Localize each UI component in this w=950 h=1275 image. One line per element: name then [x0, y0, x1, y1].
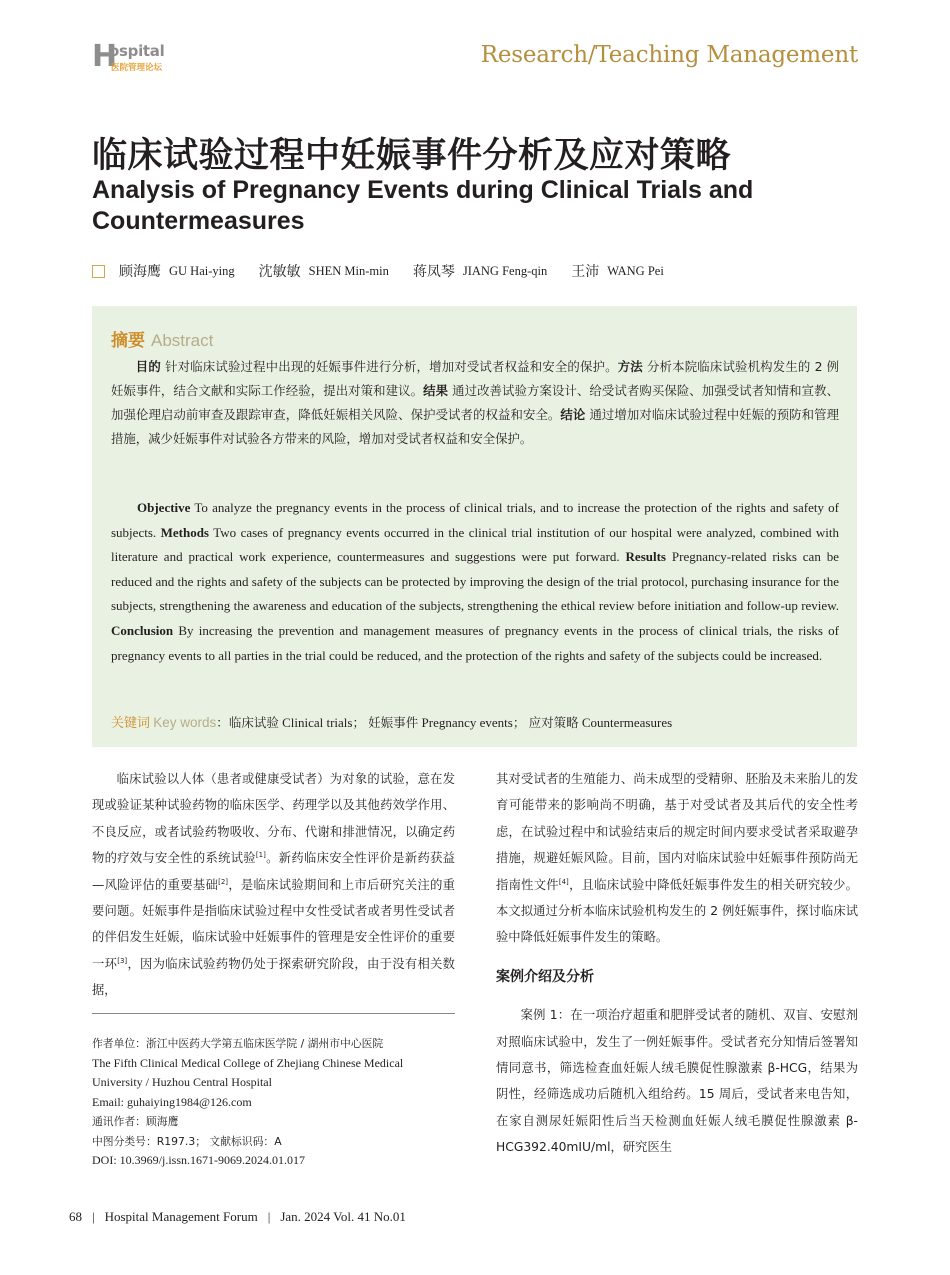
author-name-cn: 蒋凤琴	[412, 264, 455, 280]
author-footnote	[92, 1034, 455, 1171]
citation-ref[interactable]: [2]	[218, 877, 229, 886]
corresponding-author: 通讯作者：顾海鹰	[92, 1115, 179, 1128]
abstract-heading	[111, 326, 213, 351]
square-bullet-icon	[92, 265, 105, 278]
section-heading: Research/Teaching Management	[480, 42, 858, 68]
body-text: ，是临床试验期间和上市后研究关注的重要问题。妊娠事件是指临床试验过程中女性受试者或者男性受试者的伴侣发生妊娠，临床试验中妊娠事件的管理是安全性评价的重要一环	[92, 877, 455, 971]
results-label-en: Results	[625, 549, 666, 565]
author-name-en: SHEN Min-min	[308, 263, 389, 278]
footnote-divider	[92, 1013, 455, 1014]
affiliation-en: The Fifth Clinical Medical College of Zhejiang Chinese Medical University / Huzhou Central Hospital	[92, 1055, 404, 1089]
footer-separator: |	[92, 1209, 95, 1224]
doi-text: DOI: 10.3969/j.issn.1671-9069.2024.01.017	[92, 1153, 305, 1167]
page-footer	[69, 1209, 406, 1225]
objective-text-en: To analyze the pregnancy events in the process of clinical trials, and to increase the protection of the rights and safety of subjects.	[111, 500, 840, 540]
issue-info: Jan. 2024 Vol. 41 No.01	[280, 1209, 406, 1224]
results-label-cn: 结果	[423, 383, 449, 398]
logo-letter: H	[92, 39, 118, 74]
keywords-label-en: Key words	[153, 715, 217, 730]
author-name-cn: 沈敏敏	[258, 264, 301, 280]
methods-text-en: Two cases of pregnancy events occurred in the clinical trial institution of our hospital were analyzed, combined with literature and practical work experience, countermeasures and suggestions were put forward.	[111, 524, 840, 565]
logo-cn-text: 医院管理论坛	[111, 63, 163, 73]
citation-ref[interactable]: [3]	[117, 956, 128, 965]
results-text-cn: 通过改善试验方案设计、给受试者购买保险、加强受试者知情和宣教、加强伦理启动前审查及跟踪审查，降低妊娠相关风险、保护受试者的权益和安全。	[111, 383, 840, 422]
objective-label-cn: 目的	[135, 359, 161, 374]
keyword-cn: 应对策略	[528, 715, 579, 730]
author-name-en: JIANG Feng-qin	[462, 263, 548, 278]
keyword-cn: 临床试验	[228, 715, 279, 730]
keyword-en: Countermeasures	[581, 715, 673, 730]
email-text: Email: guhaiying1984@126.com	[92, 1094, 252, 1109]
conclusion-label-cn: 结论	[560, 407, 586, 422]
objective-label-en: Objective	[137, 500, 191, 515]
author-name-en: WANG Pei	[607, 263, 664, 278]
citation-ref[interactable]: [1]	[255, 851, 266, 860]
body-text: 临床试验以人体（患者或健康受试者）为对象的试验，意在发现或验证某种试验药物的临床医学、药理学以及其他药效学作用、不良反应，或者试验药物吸收、分布、代谢和排泄情况，以确定药物的疗效与安全性的系统试验	[92, 772, 455, 866]
body-text: ，因为临床试验药物仍处于探索研究阶段，由于没有相关数据，	[92, 956, 455, 998]
abstract-box	[92, 306, 857, 747]
methods-label-cn: 方法	[617, 359, 643, 374]
conclusion-text-cn: 通过增加对临床试验过程中妊娠的预防和管理措施，减少妊娠事件对试验各方带来的风险，增加对受试者权益和安全保护。	[111, 407, 840, 446]
abstract-label-cn: 摘要	[111, 331, 145, 351]
methods-text-cn: 分析本院临床试验机构发生的 2 例妊娠事件，结合文献和实际工作经验，提出对策和建议。	[111, 359, 839, 398]
body-column-right	[496, 766, 858, 1161]
body-paragraph	[496, 766, 858, 951]
abstract-cn	[111, 355, 839, 451]
methods-label-en: Methods	[160, 524, 209, 540]
conclusion-label-en: Conclusion	[111, 622, 174, 638]
keywords-label-cn: 关键词	[111, 716, 151, 731]
keywords-line: 关键词 Key words：临床试验 Clinical trials； 妊娠事件 Pregnancy events； 应对策略 Countermeasures	[111, 715, 673, 731]
keyword-en: Clinical trials	[282, 715, 353, 730]
conclusion-text-en: By increasing the prevention and management measures of pregnancy events in the process of clinical trials, the risks of pregnancy events to all parties in the trial could be reduced, and the protection of the rights and safety of the subjects could be increased.	[111, 622, 840, 663]
citation-ref[interactable]: [4]	[558, 877, 569, 886]
results-text-en: Pregnancy-related risks can be reduced and the rights and safety of the subjects can be protected by improving the design of the trial protocol, purchasing insurance for the subjects, strengthening the awareness and education of the subjects, strengthening the ethical review before initiation and follow-up review.	[111, 549, 839, 614]
abstract-label-en: Abstract	[151, 331, 214, 350]
affiliation-cn: 作者单位：浙江中医药大学第五临床医学院 / 湖州市中心医院	[92, 1037, 384, 1050]
footer-separator: |	[267, 1209, 271, 1224]
author-name-en: GU Hai-ying	[169, 263, 235, 278]
article-title-en: Analysis of Pregnancy Events during Clinical Trials and Countermeasures	[92, 176, 754, 235]
section-title: 案例介绍及分析	[496, 968, 594, 985]
body-text: 其对受试者的生殖能力、尚未成型的受精卵、胚胎及未来胎儿的发育可能带来的影响尚不明确，基于对受试者及其后代的安全性考虑，在试验过程中和试验结束后的规定时间内要求受试者采取避孕措施，规避妊娠风险。目前，国内对临床试验中妊娠事件预防尚无指南性文件	[496, 772, 858, 892]
author-name-cn: 顾海鹰	[119, 264, 161, 280]
logo-word: ospital	[109, 42, 165, 60]
journal-logo	[92, 40, 172, 76]
keywords-colon: ：	[216, 715, 229, 730]
abstract-en	[111, 496, 839, 668]
body-text: ，且临床试验中降低妊娠事件发生的相关研究较少。本文拟通过分析本临床试验机构发生的 2 例妊娠事件，探讨临床试验中降低妊娠事件发生的策略。	[496, 877, 858, 945]
article-title-cn: 临床试验过程中妊娠事件分析及应对策略	[92, 136, 732, 176]
keyword-en: Pregnancy events	[421, 715, 513, 730]
author-name-cn: 王沛	[571, 264, 600, 280]
journal-name: Hospital Management Forum	[104, 1209, 258, 1224]
body-column-left	[92, 766, 455, 1004]
page-number: 68	[69, 1209, 82, 1224]
body-paragraph	[92, 766, 455, 1004]
keyword-cn: 妊娠事件	[368, 715, 419, 730]
body-text: 。新药临床安全性评价是新药获益—风险评估的重要基础	[92, 851, 455, 892]
body-paragraph: 案例 1：在一项治疗超重和肥胖受试者的随机、双盲、安慰剂对照临床试验中，发生了一例妊娠事件。受试者充分知情后签署知情同意书，筛选检查血妊娠人绒毛膜促性腺激素 β-HCG，结果为阴性，经筛选成功后随机入组给药。15 周后，受试者来电告知，在家自测尿妊娠阳性后当天检测血妊娠人绒毛膜促性腺激素 β-HCG392.40mIU/ml，研究医生	[496, 1008, 858, 1155]
classification-code: 中图分类号：R197.3； 文献标识码：A	[92, 1134, 282, 1148]
objective-text-cn: 针对临床试验过程中出现的妊娠事件进行分析，增加对受试者权益和安全的保护。	[165, 359, 618, 374]
author-list	[92, 261, 684, 281]
